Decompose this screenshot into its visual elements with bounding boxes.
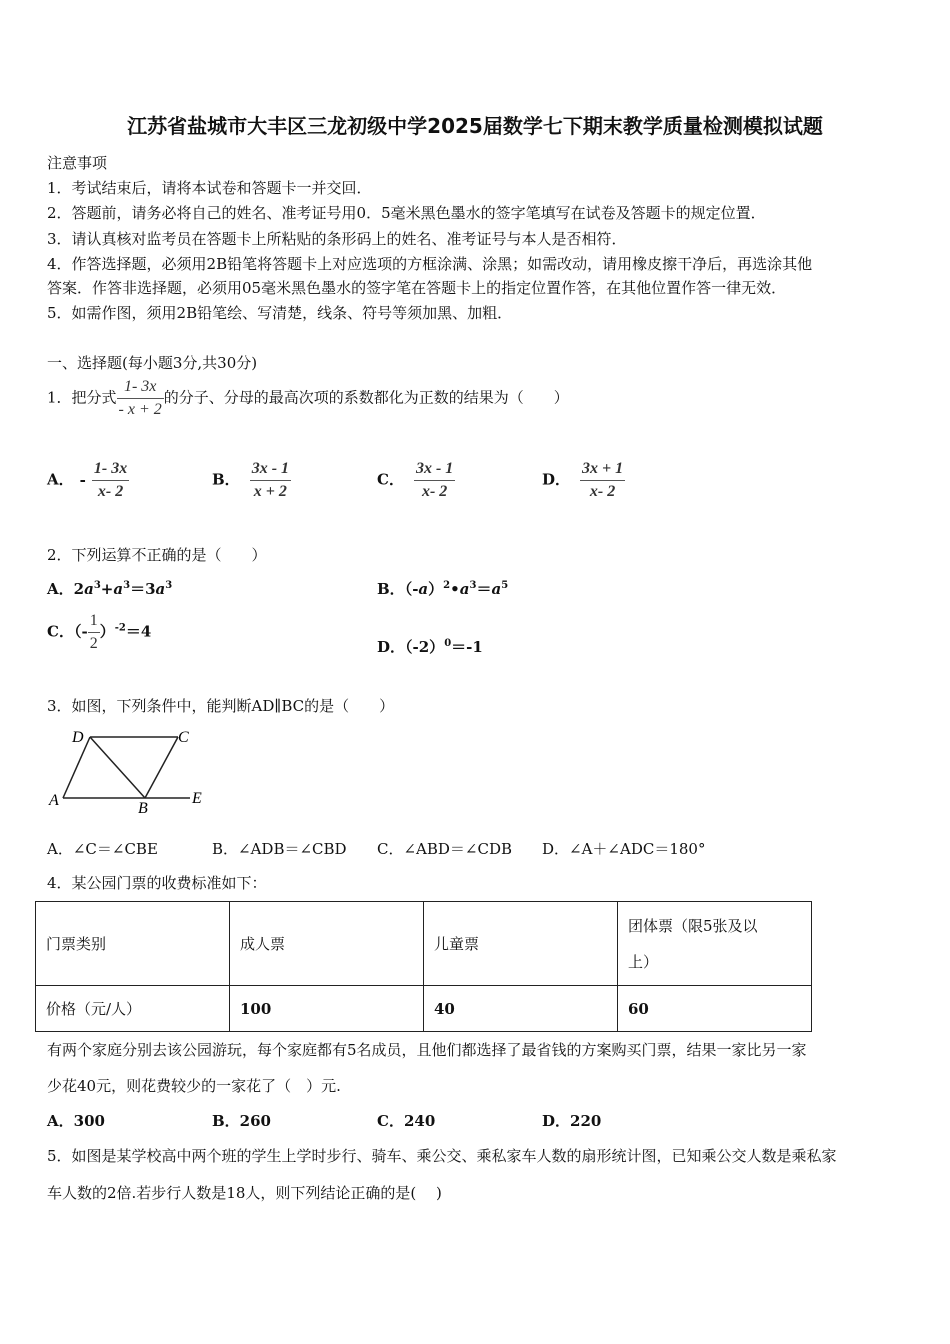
table-cell: 100: [230, 986, 424, 1032]
q1-option-c: C． $\frac{3x - 1}{x- 2}$: [377, 458, 455, 503]
label-e: E: [192, 790, 202, 807]
notice-item: 1．考试结束后，请将本试卷和答题卡一并交回．: [47, 179, 372, 197]
question-2: 2．下列运算不正确的是（ ）: [47, 546, 267, 564]
q1-option-b-fraction: $\frac{3x - 1}{x + 2}$: [251, 460, 290, 500]
q1-option-a-fraction: $\frac{1- 3x}{x- 2}$: [93, 460, 128, 500]
notice-heading: 注意事项: [47, 154, 108, 172]
q4-option-d: D．220: [542, 1112, 602, 1130]
notice-item: 答案．作答非选择题，必须用05毫米黑色墨水的签字笔在答题卡上的指定位置作答，在其他位置作答一律无效．: [47, 279, 787, 297]
q1-fraction: $\frac{1- 3x}{- x + 2}$: [118, 378, 162, 418]
line-da: [63, 737, 90, 798]
question-3: 3．如图，下列条件中，能判断AD∥BC的是（ ）: [47, 697, 395, 715]
q1-option-d-fraction: $\frac{3x + 1}{x- 2}$: [582, 460, 624, 500]
label-d: D: [72, 729, 84, 746]
notice-item: 2．答题前，请务必将自己的姓名、准考证号用0．5毫米黑色墨水的签字笔填写在试卷及答题卡的规定位置．: [47, 204, 766, 222]
q3-option-b: B．∠ADB＝∠CBD: [212, 840, 347, 858]
q4-option-c: C．240: [377, 1112, 436, 1130]
parallelogram-figure: [45, 725, 215, 817]
question-1: [47, 376, 569, 421]
table-header-cell: 门票类别: [36, 902, 230, 986]
table-header-row: [36, 902, 812, 986]
question-5: 车人数的2倍.若步行人数是18人，则下列结论正确的是( ): [47, 1184, 442, 1202]
q3-option-d: D．∠A＋∠ADC＝180°: [542, 840, 706, 858]
question-5: 5．如图是某学校高中两个班的学生上学时步行、骑车、乘公交、乘私家车人数的扇形统计图，已知乘公交人数是乘私家: [47, 1147, 837, 1165]
table-cell: 60: [618, 986, 812, 1032]
q4-option-a: A．300: [47, 1112, 105, 1130]
q2-option-d: D．$(-2)^0=-1$: [377, 638, 483, 656]
q4-option-b: B．260: [212, 1112, 271, 1130]
page-title: 江苏省盐城市大丰区三龙初级中学2025届数学七下期末教学质量检测模拟试题: [127, 114, 823, 138]
table-cell: 40: [424, 986, 618, 1032]
q1-suffix: 的分子、分母的最高次项的系数都化为正数的结果为（ ）: [163, 388, 569, 407]
line-cb: [145, 737, 178, 798]
label-b: B: [138, 800, 148, 817]
table-row: [36, 986, 812, 1032]
notice-item: 3．请认真核对监考员在答题卡上所粘贴的条形码上的姓名、准考证号与本人是否相符．: [47, 230, 627, 248]
q4-text: 有两个家庭分别去该公园游玩，每个家庭都有5名成员，且他们都选择了最省钱的方案购买门票，结果一家比另一家: [47, 1041, 807, 1059]
q1-prefix: 1．把分式: [47, 388, 117, 407]
table-cell: 价格（元/人）: [36, 986, 230, 1032]
section-heading: 一、选择题(每小题3分,共30分): [47, 354, 258, 372]
line-db: [90, 737, 145, 798]
q2-option-b: B．$(-a)^2•a^3=a^5$: [377, 580, 509, 598]
q1-option-a: A． - $\frac{1- 3x}{x- 2}$: [47, 458, 129, 503]
q1-option-d: D． $\frac{3x + 1}{x- 2}$: [542, 458, 625, 503]
q2-option-c: C．（- $\frac{1}{2}$ ）$^{-2}$＝4: [47, 610, 151, 655]
q3-option-c: C．∠ABD＝∠CDB: [377, 840, 513, 858]
table-header-cell: 儿童票: [424, 902, 618, 986]
q1-option-b: B． $\frac{3x - 1}{x + 2}$: [212, 458, 291, 503]
notice-item: 5．如需作图，须用2B铅笔绘、写清楚，线条、符号等须加黑、加粗．: [47, 304, 513, 322]
notice-item: 4．作答选择题，必须用2B铅笔将答题卡上对应选项的方框涂满、涂黑；如需改动，请用橡皮擦干净后，再选涂其他: [47, 255, 813, 273]
ticket-table: [35, 901, 812, 1032]
label-c: C: [178, 729, 189, 746]
q1-option-c-fraction: $\frac{3x - 1}{x- 2}$: [415, 460, 454, 500]
table-header-cell: 成人票: [230, 902, 424, 986]
question-4: 4．某公园门票的收费标准如下：: [47, 874, 267, 892]
q2-option-a: A．$2a^3+a^3=3a^3$: [47, 580, 173, 598]
q2-c-fraction: $\frac{1}{2}$: [89, 612, 98, 652]
table-header-cell: 团体票（限5张及以 上）: [618, 902, 812, 986]
q4-text: 少花40元，则花费较少的一家花了（ ）元.: [47, 1077, 341, 1095]
q3-option-a: A．∠C＝∠CBE: [47, 840, 158, 858]
label-a: A: [49, 792, 59, 809]
